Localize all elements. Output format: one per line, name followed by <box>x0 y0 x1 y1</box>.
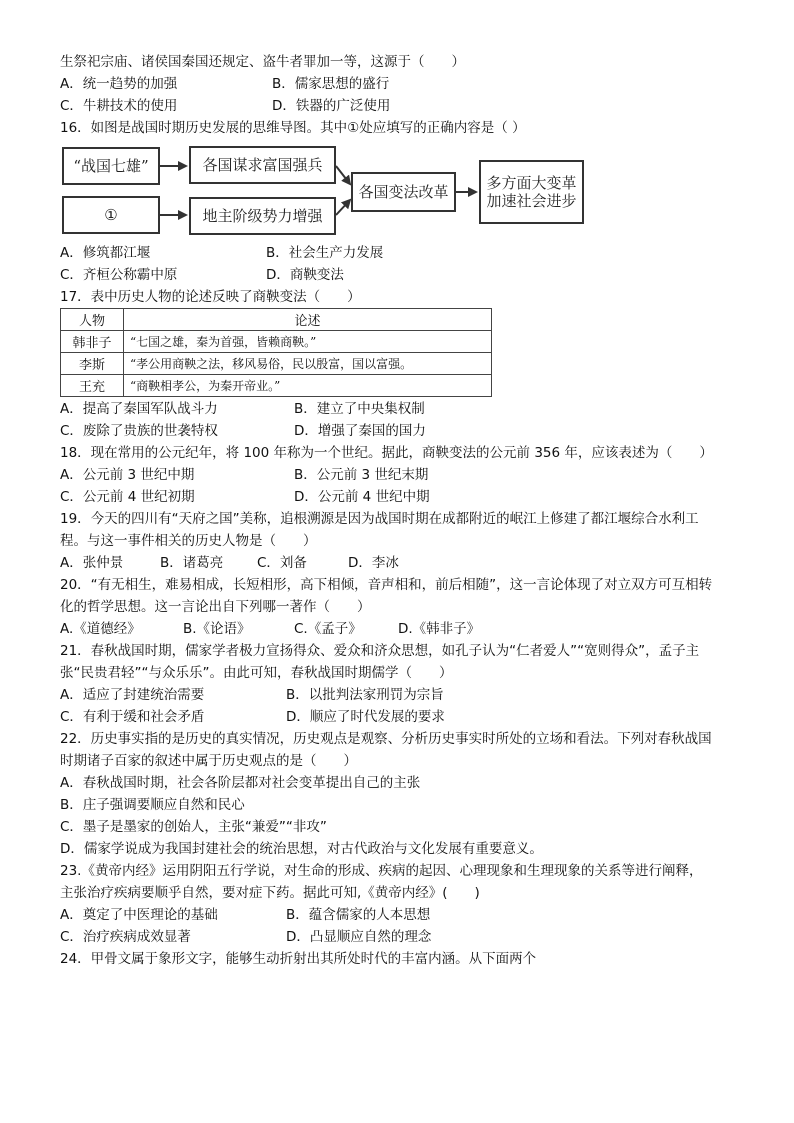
table-header-person: 人物 <box>61 309 124 331</box>
q23-option-c: C．治疗疾病成效显著 <box>60 929 191 945</box>
q22-option-c: C．墨子是墨家的创始人，主张“兼爱”“非攻” <box>60 819 327 835</box>
arrow-4 <box>336 200 350 215</box>
mind-map-box-landlord: 地主阶级势力增强 <box>189 197 336 235</box>
mind-map-result-line2: 加速社会进步 <box>486 192 577 210</box>
q20-option-c: C.《孟子》 <box>294 621 362 637</box>
q15-option-c: C．牛耕技术的使用 <box>60 98 178 114</box>
q19-option-b: B．诸葛亮 <box>160 555 224 571</box>
q19-stem-line1: 19．今天的四川有“天府之国”美称，追根溯源是因为战国时期在成都附近的岷江上修建了都江堰综合水利工 <box>60 511 699 527</box>
q21-stem-line2: 张“民贵君轻”“与众乐乐”。由此可知，春秋战国时期儒学（ ） <box>60 665 453 681</box>
arrow-3 <box>336 166 350 184</box>
q17-option-a: A．提高了秦国军队战斗力 <box>60 401 218 417</box>
table-header-row <box>61 309 492 331</box>
q23-option-d: D．凸显顺应自然的理念 <box>286 929 432 945</box>
q21-option-c: C．有利于缓和社会矛盾 <box>60 709 205 725</box>
q15-option-d: D．铁器的广泛使用 <box>272 98 391 114</box>
q15-stem-tail: 生祭祀宗庙、诸侯国秦国还规定、盗牛者罪加一等，这源于（ ） <box>60 54 465 70</box>
q23-stem-line2: 主张治疗疾病要顺乎自然，要对症下药。据此可知,《黄帝内经》( ) <box>60 885 480 901</box>
q17-option-d: D．增强了秦国的国力 <box>294 423 426 439</box>
q23-stem-line1: 23.《黄帝内经》运用阴阳五行学说，对生命的形成、疾病的起因、心理现象和生理现象的关系等进行阐释， <box>60 863 703 879</box>
q16-option-d: D．商鞅变法 <box>266 267 344 283</box>
q17-stem: 17．表中历史人物的论述反映了商鞅变法（ ） <box>60 289 361 305</box>
q22-stem-line1: 22．历史事实指的是历史的真实情况，历史观点是观察、分析历史事实时所处的立场和看法。下列对春秋战国 <box>60 731 712 747</box>
table-cell-statement: “商鞅相孝公，为秦开帝业。” <box>124 375 492 397</box>
q16-option-a: A．修筑都江堰 <box>60 245 151 261</box>
q24-stem: 24．甲骨文属于象形文字，能够生动折射出其所处时代的丰富内涵。从下面两个 <box>60 951 537 967</box>
q17-option-b: B．建立了中央集权制 <box>294 401 425 417</box>
q20-stem-line2: 化的哲学思想。这一言论出自下列哪一著作（ ） <box>60 599 371 615</box>
q18-option-c: C．公元前 4 世纪初期 <box>60 489 195 505</box>
table-cell-statement: “七国之雄，秦为首强，皆赖商鞅。” <box>124 331 492 353</box>
table-cell-person: 王充 <box>61 375 124 397</box>
q23-option-a: A．奠定了中医理论的基础 <box>60 907 218 923</box>
mind-map-box-seven-states: “战国七雄” <box>62 147 160 185</box>
q19-option-a: A．张仲景 <box>60 555 124 571</box>
table-cell-person: 李斯 <box>61 353 124 375</box>
table-cell-statement: “孝公用商鞅之法，移风易俗，民以殷富，国以富强。 <box>124 353 492 375</box>
table-header-statement: 论述 <box>124 309 492 331</box>
q17-option-c: C．废除了贵族的世袭特权 <box>60 423 218 439</box>
q18-option-d: D．公元前 4 世纪中期 <box>294 489 430 505</box>
q21-option-a: A．适应了封建统治需要 <box>60 687 205 703</box>
q20-option-a: A.《道德经》 <box>60 621 141 637</box>
q16-option-b: B．社会生产力发展 <box>266 245 384 261</box>
table-row <box>61 375 492 397</box>
q23-option-b: B．蕴含儒家的人本思想 <box>286 907 431 923</box>
q19-option-c: C．刘备 <box>257 555 307 571</box>
mind-map-result-line1: 多方面大变革 <box>486 174 577 192</box>
table-row <box>61 353 492 375</box>
mind-map-box-blank: ① <box>62 196 160 234</box>
q22-stem-line2: 时期诸子百家的叙述中属于历史观点的是（ ） <box>60 753 357 769</box>
q17-table <box>60 308 492 397</box>
mind-map-box-reform: 各国变法改革 <box>351 172 456 212</box>
q21-stem-line1: 21．春秋战国时期，儒家学者极力宣扬得众、爱众和济众思想，如孔子认为“仁者爱人”“宽则得众”，孟子主 <box>60 643 700 659</box>
q21-option-b: B．以批判法家刑罚为宗旨 <box>286 687 444 703</box>
q16-option-c: C．齐桓公称霸中原 <box>60 267 178 283</box>
mind-map-box-rich-country: 各国谋求富国强兵 <box>189 146 336 184</box>
mind-map-box-result <box>479 160 584 224</box>
q21-option-d: D．顺应了时代发展的要求 <box>286 709 445 725</box>
q22-option-b: B．庄子强调要顺应自然和民心 <box>60 797 245 813</box>
table-cell-person: 韩非子 <box>61 331 124 353</box>
q22-option-d: D．儒家学说成为我国封建社会的统治思想，对古代政治与文化发展有重要意义。 <box>60 841 543 857</box>
q15-option-a: A．统一趋势的加强 <box>60 76 178 92</box>
q20-option-b: B.《论语》 <box>183 621 251 637</box>
q18-option-a: A．公元前 3 世纪中期 <box>60 467 195 483</box>
q18-stem: 18．现在常用的公元纪年，将 100 年称为一个世纪。据此，商鞅变法的公元前 356 年，应该表述为（ ） <box>60 445 713 461</box>
q16-stem: 16．如图是战国时期历史发展的思维导图。其中①处应填写的正确内容是（ ） <box>60 120 526 136</box>
q19-option-d: D．李冰 <box>348 555 399 571</box>
table-row <box>61 331 492 353</box>
q19-stem-line2: 程。与这一事件相关的历史人物是（ ） <box>60 533 317 549</box>
q22-option-a: A．春秋战国时期，社会各阶层都对社会变革提出自己的主张 <box>60 775 421 791</box>
q15-option-b: B．儒家思想的盛行 <box>272 76 390 92</box>
q20-stem-line1: 20．“有无相生，难易相成，长短相形，高下相倾，音声相和，前后相随”，这一言论体现了对立双方可互相转 <box>60 577 713 593</box>
q20-option-d: D.《韩非子》 <box>398 621 481 637</box>
q18-option-b: B．公元前 3 世纪末期 <box>294 467 429 483</box>
